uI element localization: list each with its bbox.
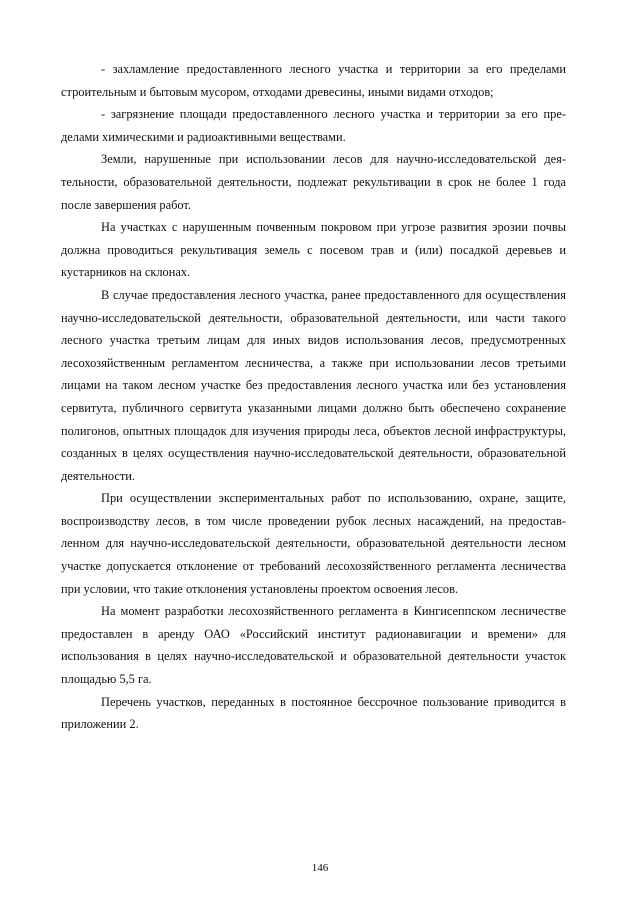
paragraph-experimental-works: При осуществлении экспериментальных работ по использованию, охране, защите, воспроизводству лесов, в том числе проведении рубок лесных насаждений, на предоставленном для научно-исследовательской деятельности, образовательной деятельности лесном участке допускается отклонение от требований лесохозяйственного регламента лесничества при условии, что такие отклонения установлены проектом освоения лесов. bbox=[61, 491, 566, 596]
page-number: 146 bbox=[311, 862, 329, 874]
paragraph-erosion: На участках с нарушенным почвенным покровом при угрозе развития эрозии почвы должна проводиться рекультивация земель с посевом трав и (или) посадкой деревьев и кустарников на склонах. bbox=[61, 220, 566, 280]
paragraph-appendix-reference: Перечень участков, переданных в постоянное бессрочное пользование приводится в приложении 2. bbox=[61, 694, 566, 732]
paragraph-littering: - захламление предоставленного лесного участка и территории за его пределами строительным и бытовым мусором, отходами древесины, иными видами отходов; bbox=[61, 62, 566, 99]
paragraph-pollution: - загрязнение площади предоставленного лесного участка и территории за его пределами химическими и радиоактивными веществами. bbox=[61, 107, 566, 144]
paragraph-lease: На момент разработки лесохозяйственного регламента в Кингисеппском лесничестве предоставлен в аренду ОАО «Российский институт радионавигации и времени» для использования в целях научно-исследовательской и образовательной деятельности участок площадью 5,5 га. bbox=[61, 604, 566, 687]
document-body bbox=[61, 58, 566, 736]
paragraph-reclamation: Земли, нарушенные при использовании лесов для научно-исследовательской деятельности, образовательной деятельности, подлежат рекультивации в срок не более 1 года после завершения работ. bbox=[61, 152, 566, 212]
paragraph-third-parties: В случае предоставления лесного участка, ранее предоставленного для осуществления научно-исследовательской деятельности, образовательной деятельности, или части такого лесного участка третьим лицам для иных видов использования лесов, предусмотренных лесохозяйственным регламентом лесничества, а также при использовании лесов третьими лицами на таком лесном участке без предоставления лесного участка или без установления сервитута, публичного сервитута указанными лицами должно быть обеспечено сохранение полигонов, опытных площадок для изучения природы леса, объектов лесной инфраструктуры, созданных в целях осуществления научно-исследовательской деятельности, образовательной деятельности. bbox=[61, 287, 566, 483]
